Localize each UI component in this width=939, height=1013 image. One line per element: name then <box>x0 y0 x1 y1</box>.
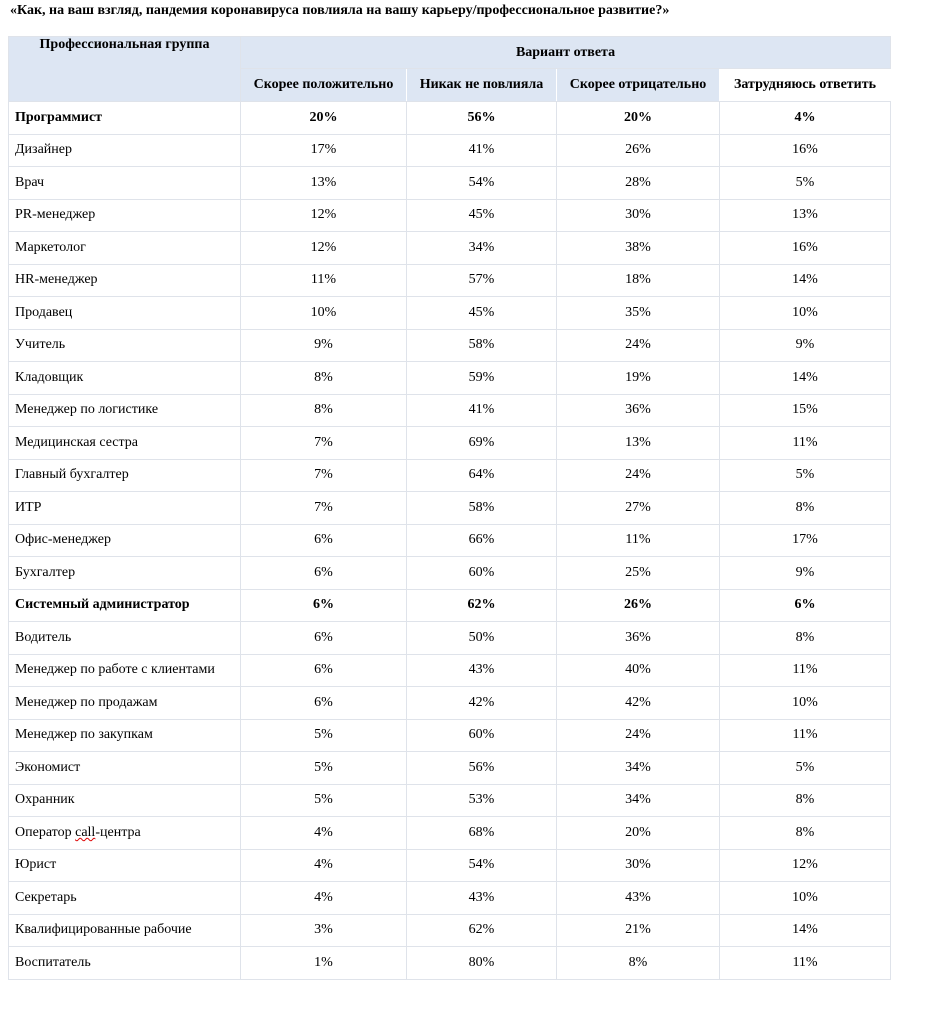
negative-value: 11% <box>557 524 720 557</box>
negative-value: 20% <box>557 817 720 850</box>
no-effect-value: 80% <box>407 947 557 980</box>
table-row <box>9 329 891 362</box>
positive-value: 9% <box>241 329 407 362</box>
profession-name: Кладовщик <box>9 362 241 395</box>
page-title: «Как, на ваш взгляд, пандемия коронавируса повлияла на вашу карьеру/профессиональное развитие?» <box>10 3 670 18</box>
no-effect-value: 43% <box>407 882 557 915</box>
unsure-value: 11% <box>720 947 891 980</box>
no-effect-value: 57% <box>407 264 557 297</box>
positive-value: 6% <box>241 622 407 655</box>
profession-name: ИТР <box>9 492 241 525</box>
profession-name: Маркетолог <box>9 232 241 265</box>
table-row <box>9 524 891 557</box>
negative-value: 13% <box>557 427 720 460</box>
profession-name: Офис-менеджер <box>9 524 241 557</box>
positive-value: 7% <box>241 459 407 492</box>
positive-value: 10% <box>241 297 407 330</box>
profession-name: Дизайнер <box>9 134 241 167</box>
no-effect-value: 41% <box>407 394 557 427</box>
column-header-unsure: Затрудняюсь ответить <box>720 69 891 102</box>
positive-value: 7% <box>241 427 407 460</box>
table-row <box>9 459 891 492</box>
table-row <box>9 882 891 915</box>
table-row <box>9 134 891 167</box>
unsure-value: 8% <box>720 622 891 655</box>
no-effect-value: 60% <box>407 719 557 752</box>
positive-value: 12% <box>241 232 407 265</box>
profession-name: Водитель <box>9 622 241 655</box>
negative-value: 42% <box>557 687 720 720</box>
unsure-value: 13% <box>720 199 891 232</box>
table-row <box>9 492 891 525</box>
profession-name: Менеджер по продажам <box>9 687 241 720</box>
negative-value: 28% <box>557 167 720 200</box>
table-row <box>9 849 891 882</box>
unsure-value: 9% <box>720 329 891 362</box>
profession-name: Юрист <box>9 849 241 882</box>
table-row <box>9 264 891 297</box>
positive-value: 5% <box>241 784 407 817</box>
no-effect-value: 42% <box>407 687 557 720</box>
unsure-value: 11% <box>720 719 891 752</box>
spellcheck-underline: call <box>75 824 96 840</box>
table-row <box>9 362 891 395</box>
unsure-value: 14% <box>720 362 891 395</box>
unsure-value: 15% <box>720 394 891 427</box>
negative-value: 18% <box>557 264 720 297</box>
no-effect-value: 60% <box>407 557 557 590</box>
table-row <box>9 622 891 655</box>
positive-value: 6% <box>241 589 407 622</box>
positive-value: 3% <box>241 914 407 947</box>
negative-value: 34% <box>557 784 720 817</box>
negative-value: 8% <box>557 947 720 980</box>
positive-value: 8% <box>241 362 407 395</box>
positive-value: 6% <box>241 654 407 687</box>
no-effect-value: 69% <box>407 427 557 460</box>
negative-value: 19% <box>557 362 720 395</box>
unsure-value: 8% <box>720 784 891 817</box>
table-row <box>9 719 891 752</box>
unsure-value: 10% <box>720 882 891 915</box>
profession-name: Программист <box>9 102 241 135</box>
no-effect-value: 62% <box>407 914 557 947</box>
profession-name: Менеджер по работе с клиентами <box>9 654 241 687</box>
negative-value: 21% <box>557 914 720 947</box>
table-row <box>9 654 891 687</box>
table-row <box>9 427 891 460</box>
answer-option-header: Вариант ответа <box>241 37 891 69</box>
unsure-value: 5% <box>720 167 891 200</box>
positive-value: 8% <box>241 394 407 427</box>
positive-value: 4% <box>241 849 407 882</box>
unsure-value: 10% <box>720 297 891 330</box>
unsure-value: 16% <box>720 134 891 167</box>
no-effect-value: 59% <box>407 362 557 395</box>
no-effect-value: 43% <box>407 654 557 687</box>
no-effect-value: 45% <box>407 199 557 232</box>
no-effect-value: 45% <box>407 297 557 330</box>
survey-table <box>8 36 891 980</box>
profession-name: PR-менеджер <box>9 199 241 232</box>
profession-name: Системный администратор <box>9 589 241 622</box>
unsure-value: 5% <box>720 459 891 492</box>
unsure-value: 14% <box>720 264 891 297</box>
unsure-value: 14% <box>720 914 891 947</box>
profession-name: Менеджер по логистике <box>9 394 241 427</box>
no-effect-value: 41% <box>407 134 557 167</box>
negative-value: 38% <box>557 232 720 265</box>
unsure-value: 17% <box>720 524 891 557</box>
negative-value: 35% <box>557 297 720 330</box>
negative-value: 24% <box>557 719 720 752</box>
table-row <box>9 557 891 590</box>
profession-name: Менеджер по закупкам <box>9 719 241 752</box>
negative-value: 25% <box>557 557 720 590</box>
negative-value: 36% <box>557 622 720 655</box>
column-header-negative: Скорее отрицательно <box>557 69 720 102</box>
profession-name: Учитель <box>9 329 241 362</box>
positive-value: 4% <box>241 882 407 915</box>
positive-value: 13% <box>241 167 407 200</box>
profession-name: Секретарь <box>9 882 241 915</box>
negative-value: 40% <box>557 654 720 687</box>
positive-value: 11% <box>241 264 407 297</box>
profession-name: Бухгалтер <box>9 557 241 590</box>
negative-value: 26% <box>557 589 720 622</box>
table-row <box>9 817 891 850</box>
negative-value: 24% <box>557 459 720 492</box>
table-row <box>9 394 891 427</box>
no-effect-value: 56% <box>407 102 557 135</box>
table-row <box>9 784 891 817</box>
column-header-no-effect: Никак не повлияла <box>407 69 557 102</box>
positive-value: 12% <box>241 199 407 232</box>
no-effect-value: 62% <box>407 589 557 622</box>
negative-value: 34% <box>557 752 720 785</box>
no-effect-value: 64% <box>407 459 557 492</box>
negative-value: 30% <box>557 199 720 232</box>
no-effect-value: 56% <box>407 752 557 785</box>
unsure-value: 11% <box>720 654 891 687</box>
no-effect-value: 34% <box>407 232 557 265</box>
unsure-value: 12% <box>720 849 891 882</box>
no-effect-value: 58% <box>407 492 557 525</box>
unsure-value: 9% <box>720 557 891 590</box>
profession-name: Главный бухгалтер <box>9 459 241 492</box>
positive-value: 6% <box>241 557 407 590</box>
profession-name: Врач <box>9 167 241 200</box>
group-column-header: Профессиональная группа <box>9 37 241 102</box>
table-row <box>9 232 891 265</box>
profession-name: HR-менеджер <box>9 264 241 297</box>
no-effect-value: 54% <box>407 167 557 200</box>
no-effect-value: 58% <box>407 329 557 362</box>
profession-name: Продавец <box>9 297 241 330</box>
no-effect-value: 66% <box>407 524 557 557</box>
no-effect-value: 68% <box>407 817 557 850</box>
positive-value: 7% <box>241 492 407 525</box>
table-body <box>9 102 891 980</box>
positive-value: 20% <box>241 102 407 135</box>
negative-value: 26% <box>557 134 720 167</box>
no-effect-value: 53% <box>407 784 557 817</box>
no-effect-value: 54% <box>407 849 557 882</box>
table-row <box>9 687 891 720</box>
negative-value: 43% <box>557 882 720 915</box>
profession-name: Квалифицированные рабочие <box>9 914 241 947</box>
negative-value: 36% <box>557 394 720 427</box>
unsure-value: 10% <box>720 687 891 720</box>
no-effect-value: 50% <box>407 622 557 655</box>
unsure-value: 6% <box>720 589 891 622</box>
positive-value: 4% <box>241 817 407 850</box>
table-row <box>9 199 891 232</box>
table-row <box>9 167 891 200</box>
unsure-value: 16% <box>720 232 891 265</box>
unsure-value: 11% <box>720 427 891 460</box>
negative-value: 20% <box>557 102 720 135</box>
negative-value: 30% <box>557 849 720 882</box>
positive-value: 6% <box>241 687 407 720</box>
positive-value: 17% <box>241 134 407 167</box>
positive-value: 6% <box>241 524 407 557</box>
profession-name: Экономист <box>9 752 241 785</box>
unsure-value: 5% <box>720 752 891 785</box>
unsure-value: 4% <box>720 102 891 135</box>
profession-name: Воспитатель <box>9 947 241 980</box>
column-header-positive: Скорее положительно <box>241 69 407 102</box>
unsure-value: 8% <box>720 492 891 525</box>
table-row <box>9 589 891 622</box>
profession-name: Медицинская сестра <box>9 427 241 460</box>
table-row <box>9 914 891 947</box>
positive-value: 5% <box>241 719 407 752</box>
profession-name: Оператор call-центра <box>9 817 241 850</box>
profession-name: Охранник <box>9 784 241 817</box>
positive-value: 1% <box>241 947 407 980</box>
table-row <box>9 947 891 980</box>
positive-value: 5% <box>241 752 407 785</box>
unsure-value: 8% <box>720 817 891 850</box>
negative-value: 27% <box>557 492 720 525</box>
table-row <box>9 297 891 330</box>
table-row <box>9 752 891 785</box>
negative-value: 24% <box>557 329 720 362</box>
table-row <box>9 102 891 135</box>
